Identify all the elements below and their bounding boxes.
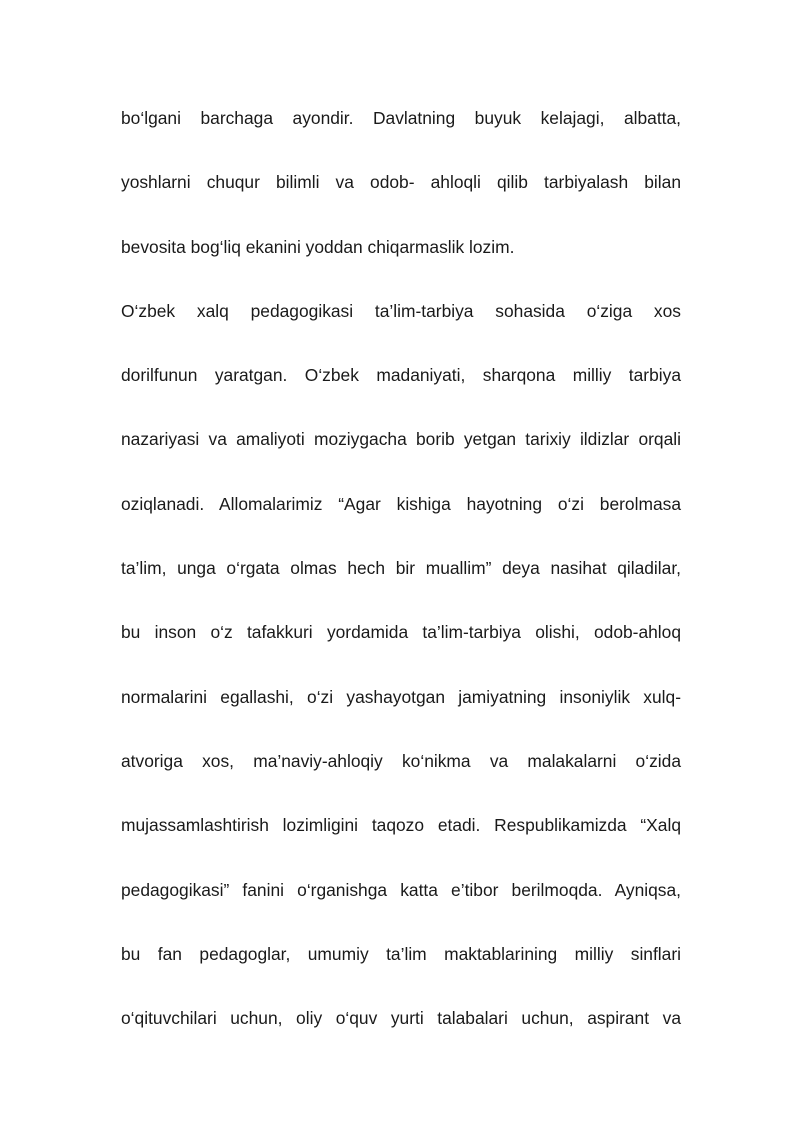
text-line: yoshlarni chuqur bilimli va odob- ahloqli qilib tarbiyalash bilan <box>121 172 681 193</box>
text-line: dorilfunun yaratgan. O‘zbek madaniyati, sharqona milliy tarbiya <box>121 365 681 386</box>
text-line: normalarini egallashi, o‘zi yashayotgan jamiyatning insoniylik xulq- <box>121 686 681 707</box>
text-line: nazariyasi va amaliyoti moziygacha borib yetgan tarixiy ildizlar orqali <box>121 429 681 450</box>
text-line: oziqlanadi. Allomalarimiz “Agar kishiga hayotning o‘zi berolmasa <box>121 493 681 514</box>
body-text <box>121 97 681 1061</box>
text-line: bu inson o‘z tafakkuri yordamida ta’lim-tarbiya olishi, odob-ahloq <box>121 622 681 643</box>
text-line: o‘qituvchilari uchun, oliy o‘quv yurti talabalari uchun, aspirant va <box>121 1008 681 1029</box>
text-line: O‘zbek xalq pedagogikasi ta’lim-tarbiya sohasida o‘ziga xos <box>121 300 681 321</box>
text-line: bo‘lgani barchaga ayondir. Davlatning buyuk kelajagi, albatta, <box>121 108 681 128</box>
text-line: pedagogikasi” fanini o‘rganishga katta e’tibor berilmoqda. Ayniqsa, <box>121 879 681 900</box>
text-line: ta’lim, unga o‘rgata olmas hech bir muallim” deya nasihat qiladilar, <box>121 558 681 579</box>
text-line: bevosita bog‘liq ekanini yoddan chiqarmaslik lozim. <box>121 236 515 257</box>
text-line: mujassamlashtirish lozimligini taqozo etadi. Respublikamizda “Xalq <box>121 815 681 836</box>
text-line: bu fan pedagoglar, umumiy ta’lim maktablarining milliy sinflari <box>121 943 681 964</box>
text-line: atvoriga xos, ma’naviy-ahloqiy ko‘nikma va malakalarni o‘zida <box>121 750 681 771</box>
